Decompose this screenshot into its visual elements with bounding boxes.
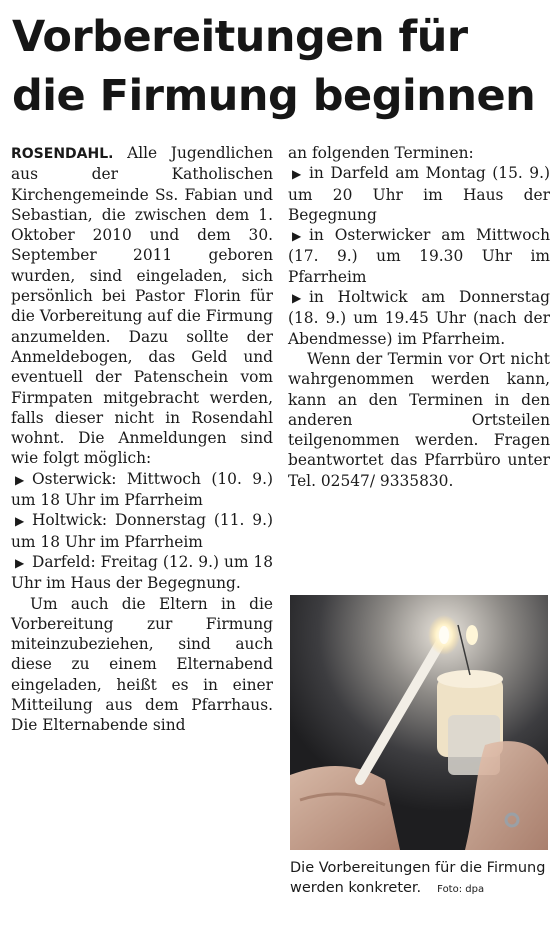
list-item: ▶ in Darfeld am Montag (15. 9.) um 20 Uhr im Haus der Begegnung	[288, 164, 550, 224]
triangle-right-icon: ▶	[292, 167, 302, 182]
list-item: ▶ Osterwick: Mittwoch (10. 9.) um 18 Uhr im Pfarrheim	[11, 469, 273, 510]
article-column-1	[11, 143, 273, 736]
triangle-right-icon: ▶	[15, 555, 25, 570]
triangle-right-icon: ▶	[15, 514, 25, 529]
triangle-right-icon: ▶	[292, 229, 302, 244]
col2-lead: an folgenden Terminen:	[288, 144, 474, 162]
candle-photo	[290, 595, 548, 850]
parents-paragraph: Um auch die Eltern in die Vorbereitung zur Firmung miteinzubeziehen, sind auch diese zu einem Elternabend eingeladen, heißt es in einer Mitteilung aus dem Pfarrhaus. Die Elternabende sind	[11, 594, 273, 735]
caption-text: Die Vorbereitungen für die Firmung werden konkreter.	[290, 860, 546, 896]
list-item: ▶ Darfeld: Freitag (12. 9.) um 18 Uhr im Haus der Begegnung.	[11, 552, 273, 593]
closing-paragraph: Wenn der Termin vor Ort nicht wahrgenommen werden kann, kann an den Terminen in den anderen Ortsteilen teilgenommen werden. Fragen beantwortet das Pfarrbüro unter Tel. 02547/ 9335830.	[288, 349, 550, 490]
photo-caption	[290, 858, 552, 900]
list-item: ▶ in Osterwicker am Mittwoch (17. 9.) um 19.30 Uhr im Pfarrheim	[288, 226, 550, 286]
intro-text: Alle Jugendlichen aus der Katholischen Kirchengemeinde Ss. Fabian und Sebastian, die zwischen dem 1. Oktober 2010 und dem 30. September 2011 geboren wurden, sind eingeladen, sich persönlich bei Pastor Florin für die Vorbereitung auf die Firmung anzumelden. Dazu sollte der Anmeldebogen, das Geld und eventuell der Patenschein vom Firmpaten mitgebracht werden, falls dieser nicht in Rosendahl wohnt. Die Anmeldungen sind wie folgt möglich:	[11, 144, 273, 468]
headline	[12, 8, 547, 126]
triangle-right-icon: ▶	[292, 291, 302, 306]
photo-credit: Foto: dpa	[437, 884, 485, 895]
dateline: ROSENDAHL.	[11, 146, 114, 162]
article-column-2	[288, 143, 550, 491]
headline-line-2: die Firmung beginnen	[12, 71, 536, 121]
list-item: ▶ in Holtwick am Donnerstag (18. 9.) um 19.45 Uhr (nach der Abendmesse) im Pfarrheim.	[288, 288, 550, 348]
triangle-right-icon: ▶	[15, 472, 25, 487]
list-item: ▶ Holtwick: Donnerstag (11. 9.) um 18 Uhr im Pfarrheim	[11, 511, 273, 551]
intro-paragraph	[11, 143, 273, 469]
candle-illustration	[290, 595, 548, 850]
headline-line-1: Vorbereitungen für	[12, 12, 468, 62]
